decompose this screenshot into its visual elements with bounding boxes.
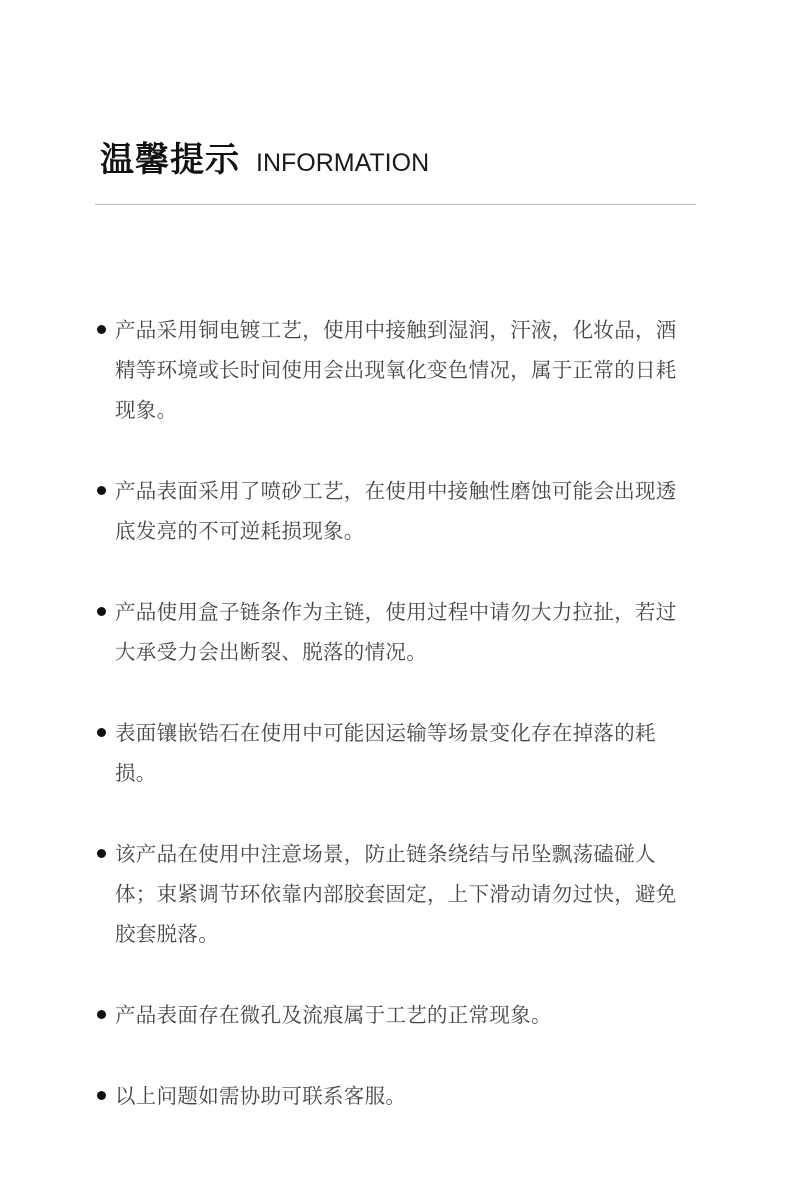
notice-text: 表面镶嵌锆石在使用中可能因运输等场景变化存在掉落的耗损。 xyxy=(115,721,656,785)
notice-item xyxy=(95,471,695,551)
notice-text: 产品表面存在微孔及流痕属于工艺的正常现象。 xyxy=(115,1003,552,1027)
bullet-dot-icon xyxy=(97,849,106,858)
header-divider xyxy=(95,204,696,205)
notice-item xyxy=(95,995,695,1035)
title-chinese: 温馨提示 xyxy=(100,140,240,180)
notice-text: 该产品在使用中注意场景，防止链条绕结与吊坠飘荡磕碰人体；束紧调节环依靠内部胶套固定，上下滑动请勿过快，避免胶套脱落。 xyxy=(115,842,677,946)
title-english: INFORMATION xyxy=(256,149,430,177)
notice-text: 产品表面采用了喷砂工艺，在使用中接触性磨蚀可能会出现透底发亮的不可逆耗损现象。 xyxy=(115,479,677,543)
bullet-dot-icon xyxy=(97,728,106,737)
notice-item xyxy=(95,834,695,954)
bullet-dot-icon xyxy=(97,1010,106,1019)
bullet-dot-icon xyxy=(97,607,106,616)
bullet-dot-icon xyxy=(97,486,106,495)
notice-text: 以上问题如需协助可联系客服。 xyxy=(115,1084,407,1108)
notice-item xyxy=(95,1076,695,1116)
notice-item xyxy=(95,592,695,672)
notice-item xyxy=(95,310,695,430)
bullet-dot-icon xyxy=(97,325,106,334)
notice-item xyxy=(95,713,695,793)
notice-text: 产品使用盒子链条作为主链，使用过程中请勿大力拉扯，若过大承受力会出断裂、脱落的情况。 xyxy=(115,600,677,664)
bullet-dot-icon xyxy=(97,1091,106,1100)
section-header xyxy=(100,132,429,181)
notice-text: 产品采用铜电镀工艺，使用中接触到湿润，汗液，化妆品，酒精等环境或长时间使用会出现氧化变色情况，属于正常的日耗现象。 xyxy=(115,318,677,422)
notice-list xyxy=(95,310,695,1157)
